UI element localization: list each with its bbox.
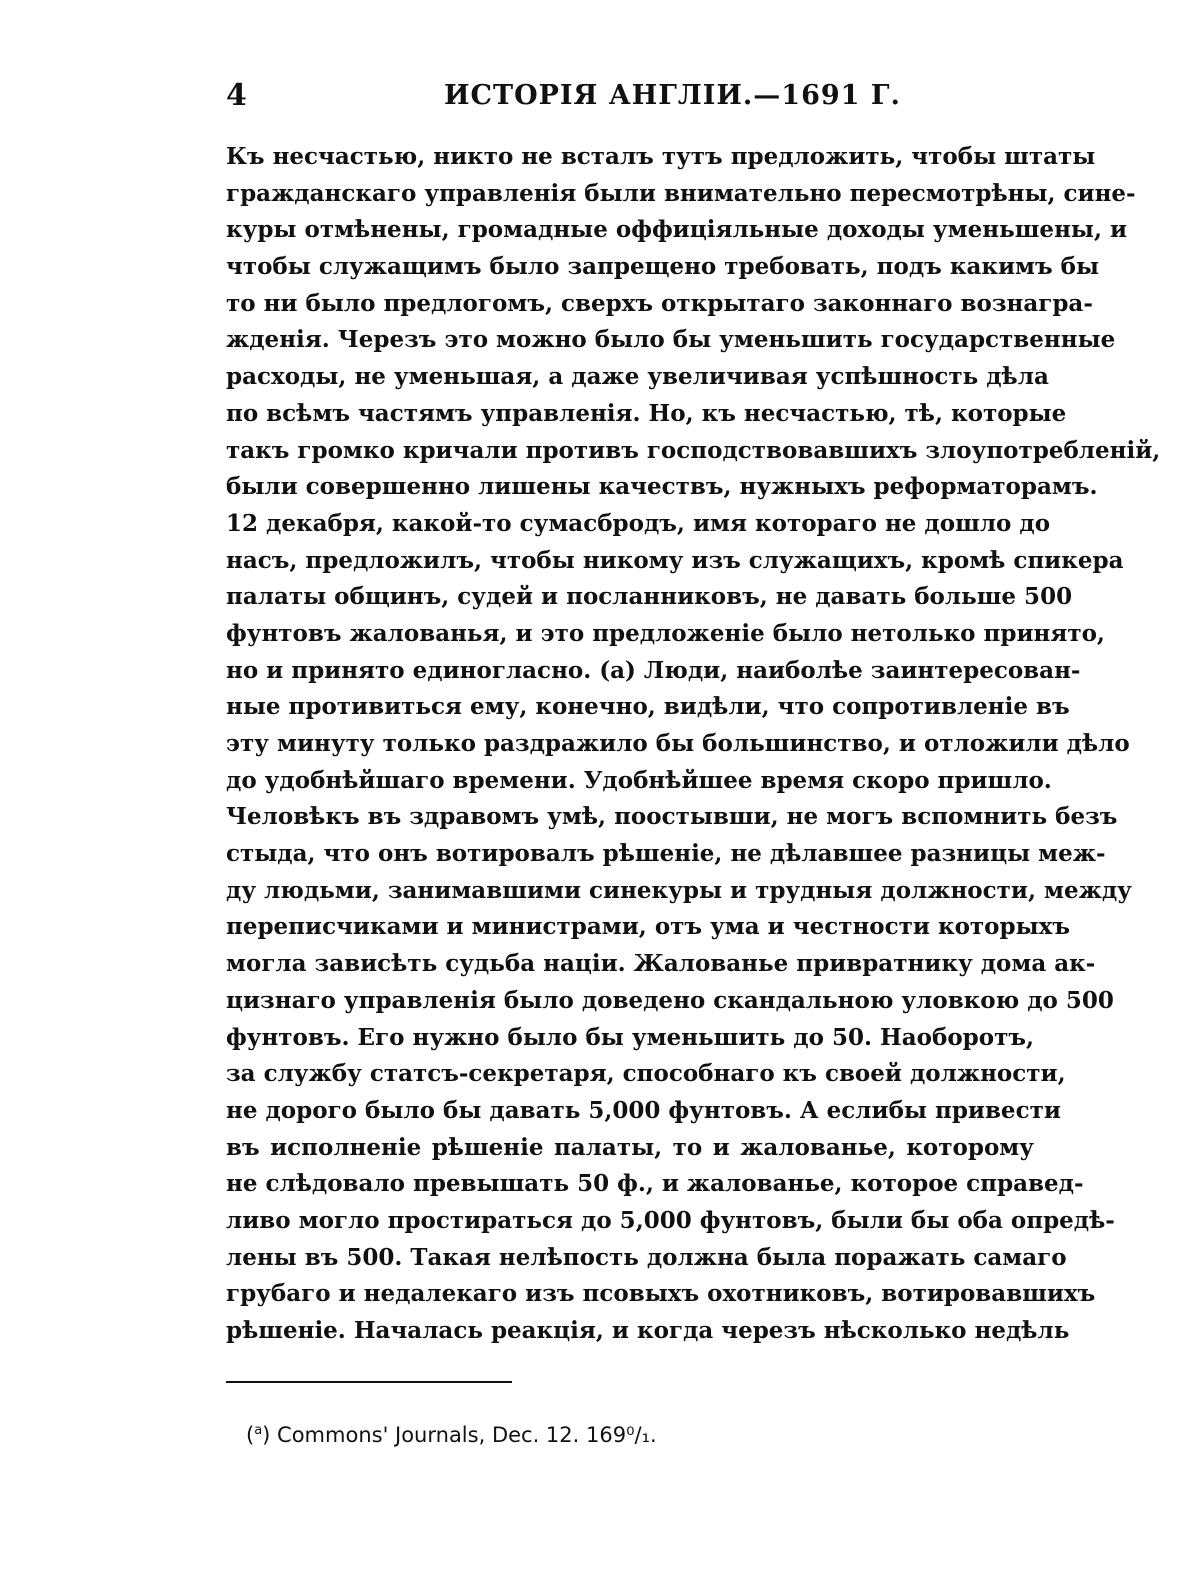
text-line: были совершенно лишены качествъ, нужныхъ реформаторамъ. — [226, 473, 1098, 501]
text-line: но и принято единогласно. (а) Люди, наиболѣе заинтересован- — [226, 656, 1081, 684]
body-text — [226, 139, 1161, 1350]
text-line: переписчиками и министрами, отъ ума и честности которыхъ — [226, 913, 1071, 941]
text-line: ные противиться ему, конечно, видѣли, что сопротивленіе въ — [226, 693, 1070, 721]
text-line: расходы, не уменьшая, а даже увеличивая успѣшность дѣла — [226, 363, 1049, 391]
text-line: Къ несчастью, никто не всталъ тутъ предложить, чтобы штаты — [226, 143, 1096, 170]
text-line: ливо могло простираться до 5,000 фунтовъ, были бы оба опредѣ- — [226, 1206, 1115, 1234]
running-title: ИСТОРІЯ АНГЛІИ.—1691 Г. — [444, 80, 901, 111]
footnote-text: Commons' Journals, Dec. 12. 169⁰/₁. — [277, 1423, 657, 1447]
text-line: не слѣдовало превышать 50 ф., и жалованье, которое справед- — [226, 1170, 1084, 1198]
text-line: могла зависѣть судьба націи. Жалованье привратнику дома ак- — [226, 950, 1096, 978]
text-line: не дорого было бы давать 5,000 фунтовъ. А еслибы привести — [226, 1096, 1061, 1124]
page-header — [226, 76, 1034, 116]
text-line: эту минуту только раздражило бы большинство, и отложили дѣло — [226, 730, 1130, 757]
footnote-marker: а — [254, 1423, 263, 1438]
text-line: стыда, что онъ вотировалъ рѣшеніе, не дѣлавшее разницы меж- — [226, 840, 1106, 868]
footnote-divider — [226, 1381, 512, 1383]
footnote: ($^а$) Commons' Journals, Dec. 12. 169⁰/₁. — [246, 1423, 657, 1447]
text-line: лены въ 500. Такая нелѣпость должна была поражать самаго — [226, 1243, 1067, 1271]
text-line: то ни было предлогомъ, сверхъ открытаго законнаго вознагра- — [226, 289, 1093, 317]
text-line: по всѣмъ частямъ управленія. Но, къ несчастью, тѣ, которые — [226, 399, 1067, 427]
text-line: фунтовъ. Его нужно было бы уменьшить до 50. Наоборотъ, — [226, 1023, 1034, 1051]
text-line: куры отмѣнены, громадные оффиціяльные доходы уменьшены, и — [226, 216, 1128, 244]
text-line: 12 декабря, какой-то сумасбродъ, имя котораго не дошло до — [226, 509, 1051, 537]
text-line: такъ громко кричали противъ господствовавшихъ злоупотребленій, — [226, 436, 1161, 464]
text-line: насъ, предложилъ, чтобы никому изъ служащихъ, кромѣ спикера — [226, 546, 1124, 574]
text-line: гражданскаго управленія были внимательно пересмотрѣны, сине- — [226, 179, 1136, 207]
text-line: палаты общинъ, судей и посланниковъ, не давать больше 500 — [226, 583, 1073, 611]
text-line: грубаго и недалекаго изъ псовыхъ охотниковъ, вотировавшихъ — [226, 1280, 1096, 1308]
text-line: въ исполненіе рѣшеніе палаты, то и жалованье, которому — [226, 1133, 1034, 1161]
text-line: за службу статсъ-секретаря, способнаго къ своей должности, — [226, 1060, 1066, 1088]
text-line: до удобнѣйшаго времени. Удобнѣйшее время скоро пришло. — [226, 766, 1052, 794]
text-line: чтобы служащимъ было запрещено требовать, подъ какимъ бы — [226, 253, 1100, 281]
text-line: фунтовъ жалованья, и это предложеніе было нетолько принято, — [226, 619, 1105, 647]
page-number: 4 — [226, 78, 247, 113]
text-line: цизнаго управленія было доведено скандальною уловкою до 500 — [226, 986, 1114, 1014]
text-line: ду людьми, занимавшими синекуры и трудныя должности, между — [226, 876, 1132, 904]
text-line: рѣшеніе. Началась реакція, и когда черезъ нѣсколько недѣль — [226, 1317, 1070, 1344]
text-line: жденія. Черезъ это можно было бы уменьшить государственные — [226, 326, 1116, 354]
text-line: Человѣкъ въ здравомъ умѣ, поостывши, не могъ вспомнить безъ — [226, 803, 1118, 831]
